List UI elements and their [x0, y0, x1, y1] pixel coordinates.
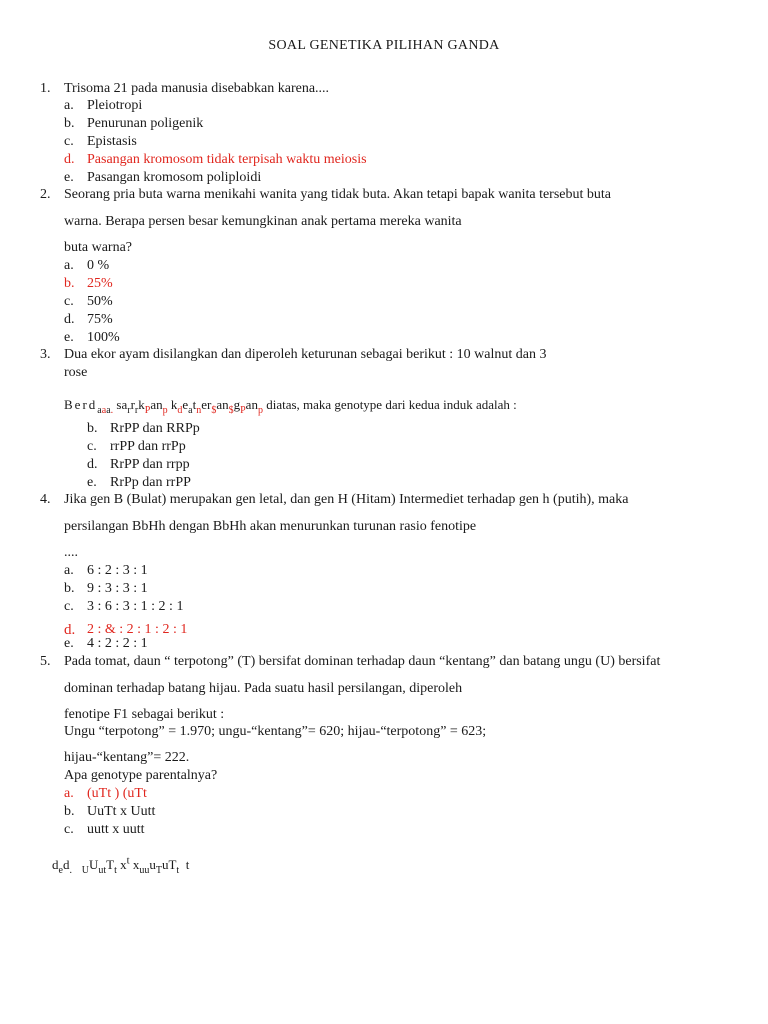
q3-option-letter: c. [87, 439, 97, 454]
q3-option-letter: d. [87, 457, 98, 472]
q2-option-letter: d. [64, 312, 75, 327]
q5-line-4: Ungu “terpotong” = 1.970; ungu-“kentang”= 620; hijau-“terpotong” = 623; [64, 724, 487, 739]
q3-garbled-tail: diatas, maka genotype dari kedua induk adalah : [266, 397, 517, 412]
q2-option-text: 75% [87, 312, 113, 327]
q5-line-1: Pada tomat, daun “ terpotong” (T) bersifat dominan terhadap daun “kentang” dan batang ungu (U) bersifat [64, 654, 661, 669]
q5-option-letter: b. [64, 804, 75, 819]
q3-option-letter: b. [87, 421, 98, 436]
q2-option-letter: c. [64, 294, 74, 309]
q5-line-3: fenotipe F1 sebagai berikut : [64, 707, 225, 722]
q4-line-3: .... [64, 545, 78, 560]
q5-line-5: hijau-“kentang”= 222. [64, 750, 190, 765]
q4-option-letter: e. [64, 636, 74, 651]
q1-option-text: Pasangan kromosom poliploidi [87, 170, 262, 185]
q1-option-letter: c. [64, 134, 74, 149]
q4-answer-letter: d. [64, 622, 76, 638]
q3-option-text: RrPP dan RRPp [110, 421, 200, 436]
q1-number: 1. [40, 81, 51, 96]
q1-option-letter: a. [64, 98, 74, 113]
q5-line-2: dominan terhadap batang hijau. Pada suatu hasil persilangan, diperoleh [64, 681, 463, 696]
q5-option-text: uutt x uutt [87, 822, 145, 837]
q2-option-text: 0 % [87, 258, 110, 273]
q5-garbled-glyphs: $d_ed_.$ $_UU_{ut}T_t$ $x^t$ $x_{uu}u_TuT_t$ t [52, 855, 190, 877]
q5-line-6: Apa genotype parentalnya? [64, 768, 218, 783]
q5-number: 5. [40, 654, 51, 669]
q1-option-text: Pleiotropi [87, 98, 143, 113]
q3-number: 3. [40, 347, 51, 362]
q2-option-letter: e. [64, 330, 74, 345]
q4-answer-text: 2 : & : 2 : 1 : 2 : 1 [87, 622, 188, 637]
q3-garbled-line [64, 396, 517, 420]
q4-option-text: 9 : 3 : 3 : 1 [87, 581, 148, 596]
q5-garbled-option-line [52, 852, 189, 880]
q3-line-1: Dua ekor ayam disilangkan dan diperoleh keturunan sebagai berikut : 10 walnut dan 3 [64, 347, 547, 362]
q5-option-letter: c. [64, 822, 74, 837]
q1-answer-text: Pasangan kromosom tidak terpisah waktu meiosis [87, 152, 367, 167]
q4-line-1: Jika gen B (Bulat) merupakan gen letal, dan gen H (Hitam) Intermediet terhadap gen h (putih), maka [64, 492, 629, 507]
q2-line-2: warna. Berapa persen besar kemungkinan anak pertama mereka wanita [64, 214, 462, 229]
q2-line-1: Seorang pria buta warna menikahi wanita yang tidak buta. Akan tetapi bapak wanita tersebut buta [64, 187, 611, 202]
q1-text: Trisoma 21 pada manusia disebabkan karena.... [64, 81, 330, 96]
q3-option-letter: e. [87, 475, 97, 490]
q3-option-text: RrPP dan rrpp [110, 457, 190, 472]
q2-option-text: 100% [87, 330, 120, 345]
q1-option-text: Penurunan poligenik [87, 116, 204, 131]
q1-option-letter: e. [64, 170, 74, 185]
q4-option-letter: c. [64, 599, 74, 614]
q2-option-text: 50% [87, 294, 113, 309]
q5-answer-letter: a. [64, 786, 74, 801]
q3-garbled-glyphs: $_{aaa.}$ $sa_rr_rk_Pan_p$ $k_de_at_ner_{\$}an_{\$}g_Pan_p$ [97, 397, 263, 416]
q2-answer-text: 25% [87, 276, 113, 291]
q2-answer-letter: b. [64, 276, 75, 291]
q2-line-3: buta warna? [64, 240, 133, 255]
q3-garbled-prefix: Berd [64, 397, 98, 412]
q2-option-letter: a. [64, 258, 74, 273]
q3-line-2: rose [64, 365, 88, 380]
q1-answer-letter: d. [64, 152, 75, 167]
q1-option-letter: b. [64, 116, 75, 131]
q4-option-text: 4 : 2 : 2 : 1 [87, 636, 148, 651]
q2-number: 2. [40, 187, 51, 202]
q4-number: 4. [40, 492, 51, 507]
q3-option-text: rrPP dan rrPp [110, 439, 186, 454]
q5-answer-text: (uTt ) (uTt [87, 786, 147, 801]
q5-option-text: UuTt x Uutt [87, 804, 156, 819]
q4-option-text: 6 : 2 : 3 : 1 [87, 563, 148, 578]
q4-option-text: 3 : 6 : 3 : 1 : 2 : 1 [87, 599, 184, 614]
page-title: SOAL GENETIKA PILIHAN GANDA [268, 38, 500, 53]
q3-option-text: RrPp dan rrPP [110, 475, 191, 490]
q1-option-text: Epistasis [87, 134, 137, 149]
q4-line-2: persilangan BbHh dengan BbHh akan menurunkan turunan rasio fenotipe [64, 519, 477, 534]
q4-option-letter: a. [64, 563, 74, 578]
q4-option-letter: b. [64, 581, 75, 596]
